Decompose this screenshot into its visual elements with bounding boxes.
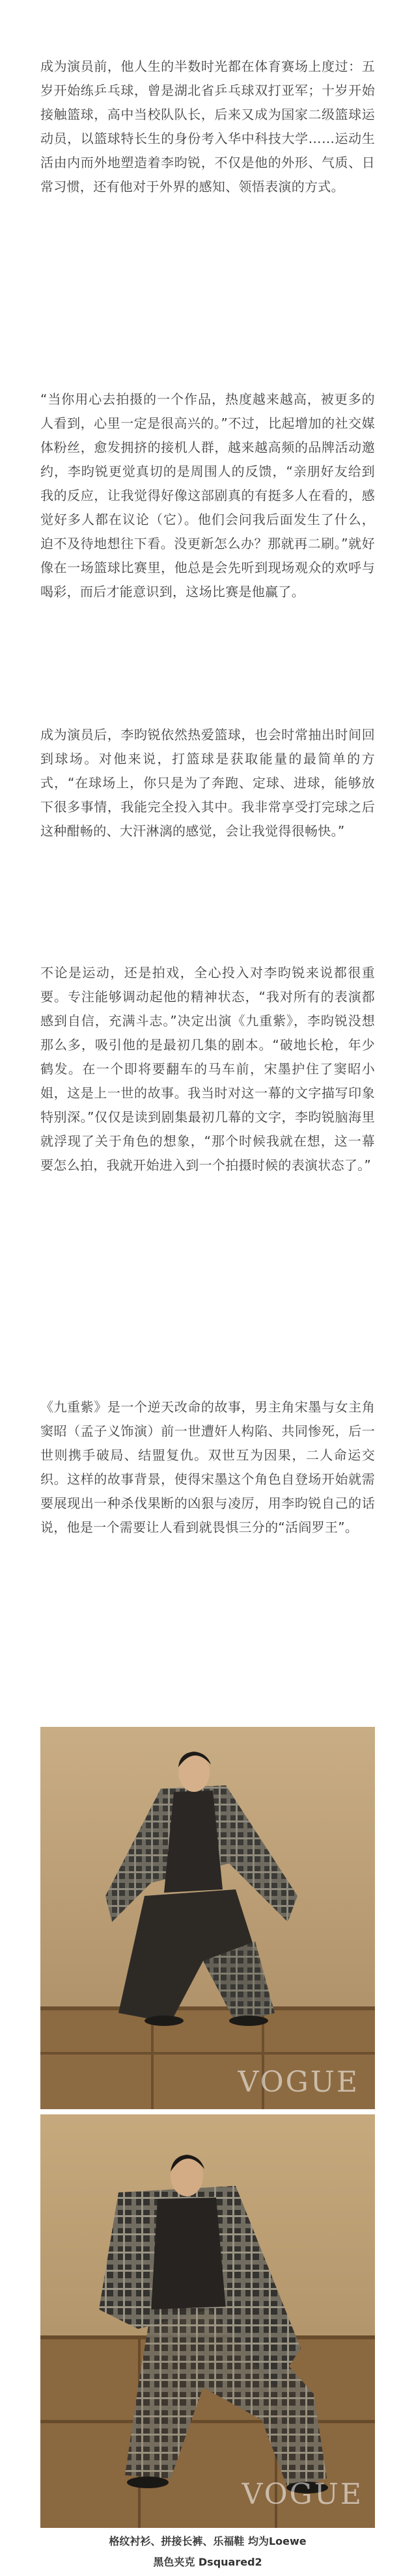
vogue-watermark: VOGUE <box>242 2478 363 2511</box>
article-paragraph: 不论是运动，还是拍戏，全心投入对李昀锐来说都很重要。专注能够调动起他的精神状态，“我对所有的表演都感到自信，充满斗志。”决定出演《九重紫》，李昀锐没想那么多，吸引他的是最初几集的剧本。“破地长枪，年少鹤发。在一个即将要翻车的马车前，宋墨护住了窦昭小姐，这是上一世的故事。我当时对这一幕的文字描写印象特别深。”仅仅是读到剧集最初几幕的文字，李昀锐脑海里就浮现了关于角色的想象，“那个时候我就在想，这一幕要怎么拍，我就开始进入到一个拍摄时候的表演状态了。” <box>40 965 375 1173</box>
article-paragraph: 《九重紫》是一个逆天改命的故事，男主角宋墨与女主角窦昭（孟子义饰演）前一世遭奸人构陷、共同惨死，后一世则携手破局、结盟复仇。双世互为因果，二人命运交织。这样的故事背景，使得宋墨这个角色自登场开始就需要展现出一种杀伐果断的凶狠与凌厉，用李昀锐自己的话说，他是一个需要让人看到就畏惧三分的“活阎罗王”。 <box>40 1399 375 1535</box>
fashion-photo <box>40 2114 375 2528</box>
photo-caption: 格纹衬衫、拼接长裤、乐福鞋 均为Loewe <box>109 2535 307 2547</box>
fashion-photo-illustration <box>40 1727 375 2109</box>
article-paragraph: “当你用心去拍摄的一个作品，热度越来越高，被更多的人看到，心里一定是很高兴的。”不过，比起增加的社交媒体粉丝，愈发拥挤的接机人群，越来越高频的品牌活动邀约，李昀锐更觉真切的是周围人的反馈，“亲朋好友给到我的反应，让我觉得好像这部剧真的有挺多人在看的，感觉好多人都在议论（它）。他们会问我后面发生了什么，迫不及待地想往下看。没更新怎么办？那就再二刷。”就好像在一场篮球比赛里，他总是会先听到现场观众的欢呼与喝彩，而后才能意识到，这场比赛是他赢了。 <box>40 391 375 599</box>
article-paragraph: 成为演员后，李昀锐依然热爱篮球，也会时常抽出时间回到球场。对他来说，打篮球是获取能量的最简单的方式，“在球场上，你只是为了奔跑、定球、进球，能够放下很多事情，我能完全投入其中。我非常享受打完球之后这种酣畅的、大汗淋漓的感觉，会让我觉得很畅快。” <box>40 727 375 839</box>
fashion-photo-illustration <box>40 2114 375 2528</box>
fashion-photo <box>40 1727 375 2109</box>
photo-caption: 黑色夹克 Dsquared2 <box>153 2556 262 2568</box>
vogue-watermark: VOGUE <box>238 2066 359 2099</box>
article-paragraph: 成为演员前，他人生的半数时光都在体育赛场上度过：五岁开始练乒乓球，曾是湖北省乒乓球双打亚军；十岁开始接触篮球，高中当校队队长，后来又成为国家二级篮球运动员，以篮球特长生的身份考入华中科技大学……运动生活由内而外地塑造着李昀锐，不仅是他的外形、气质、日常习惯，还有他对于外界的感知、领悟表演的方式。 <box>40 59 375 194</box>
